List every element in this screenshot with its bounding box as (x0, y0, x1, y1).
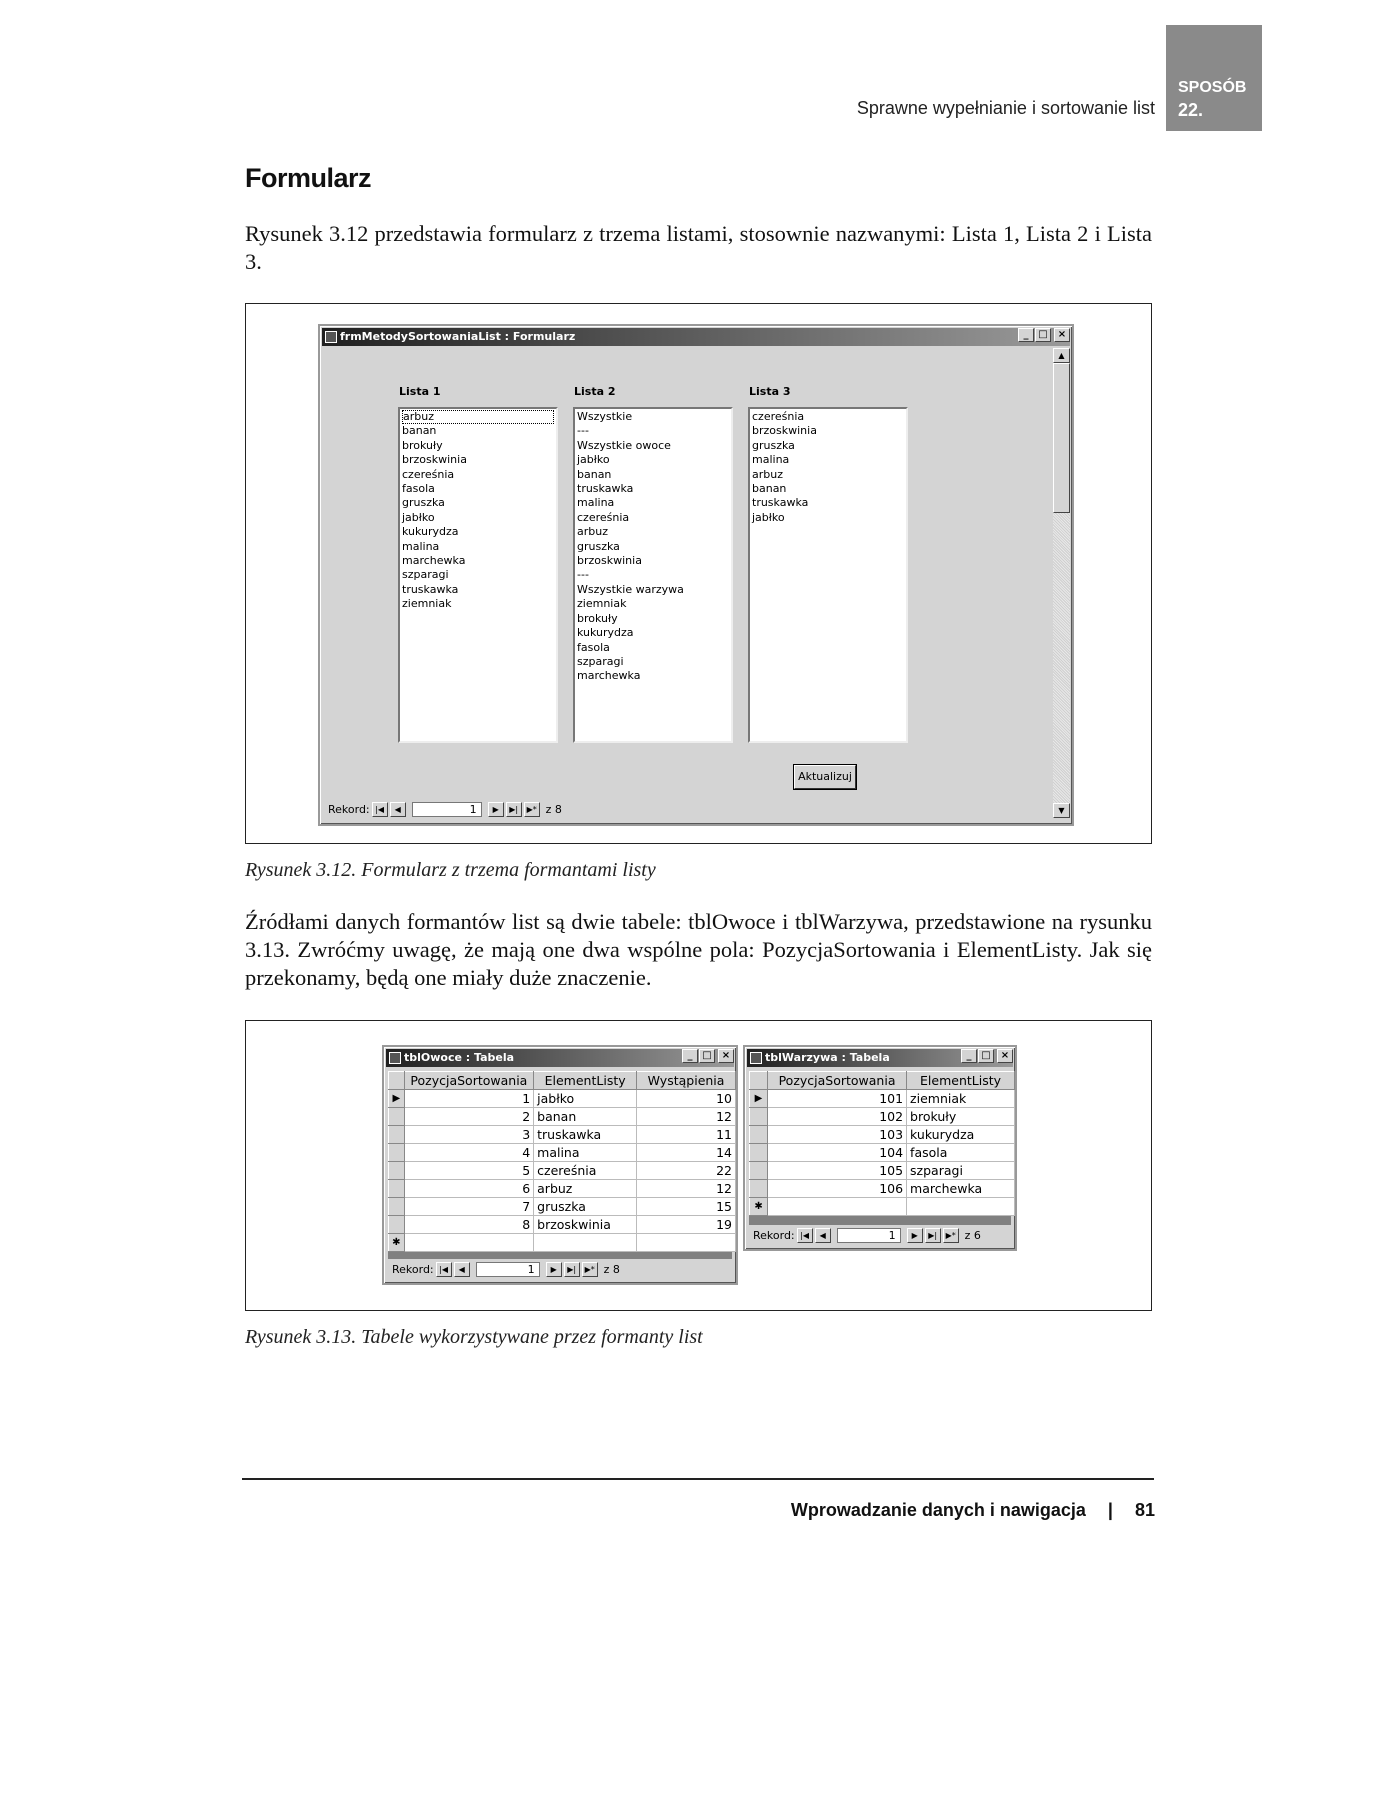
list-item[interactable]: --- (577, 424, 589, 438)
table-cell[interactable]: 3 (404, 1126, 534, 1144)
table-row[interactable] (389, 1198, 736, 1216)
row-selector[interactable] (389, 1162, 405, 1180)
table-cell[interactable]: truskawka (534, 1126, 637, 1144)
row-selector[interactable] (750, 1144, 768, 1162)
warzywa-datasheet (749, 1071, 1015, 1216)
paragraph-1: Rysunek 3.12 przedstawia formularz z trzema listami, stosownie nazwanymi: Lista 1, Lista 2 i Lista 3. (245, 221, 1152, 274)
table-cell[interactable]: 104 (768, 1144, 907, 1162)
badge-number: 22. (1178, 100, 1204, 120)
table-cell[interactable]: 4 (404, 1144, 534, 1162)
list3-listbox[interactable] (748, 407, 908, 743)
update-button[interactable]: Aktualizuj (794, 765, 856, 789)
prev-record-icon[interactable]: ◀ (390, 802, 406, 817)
list-item[interactable]: malina (577, 496, 615, 510)
list-item[interactable]: brzoskwinia (752, 424, 817, 438)
table-cell[interactable]: 14 (637, 1144, 736, 1162)
owoce-datasheet (388, 1071, 736, 1252)
next-record-icon[interactable]: ▶ (488, 802, 504, 817)
list-item[interactable]: czereśnia (402, 467, 455, 481)
table-cell[interactable]: 22 (637, 1162, 736, 1180)
row-selector[interactable] (750, 1108, 768, 1126)
close-icon[interactable]: × (1054, 328, 1070, 342)
scroll-down-icon[interactable]: ▼ (1053, 803, 1070, 818)
table-cell[interactable]: 102 (768, 1108, 907, 1126)
table-icon (389, 1052, 401, 1064)
last-record-icon[interactable]: ▶| (925, 1228, 941, 1243)
table-cell[interactable]: 103 (768, 1126, 907, 1144)
table-window-owoce (382, 1045, 738, 1285)
list-item[interactable]: brzoskwinia (577, 554, 642, 568)
table-cell[interactable] (907, 1198, 1015, 1216)
table-cell[interactable]: brokuły (907, 1108, 1015, 1126)
table-cell[interactable]: 11 (637, 1126, 736, 1144)
running-title: Sprawne wypełnianie i sortowanie list (856, 98, 1155, 118)
new-record-icon[interactable]: ▶* (943, 1228, 959, 1243)
prev-record-icon[interactable]: ◀ (454, 1262, 470, 1277)
list-item[interactable]: kukurydza (402, 525, 459, 539)
list-item[interactable]: malina (402, 539, 440, 553)
new-record-icon[interactable]: ▶* (582, 1262, 598, 1277)
paragraph-2: Źródłami danych formantów list są dwie tabele: tblOwoce i tblWarzywa, przedstawione na rysunku 3.13. Zwróćmy uwagę, że mają one dwa wspólne pola: PozycjaSortowania i ElementListy. Jak się przekonamy, będą one miały duże znaczenie. (245, 909, 1152, 990)
minimize-icon[interactable]: _ (961, 1049, 977, 1063)
new-row-icon[interactable]: ✱ (750, 1198, 768, 1216)
last-record-icon[interactable]: ▶| (564, 1262, 580, 1277)
table-row[interactable] (750, 1108, 1015, 1126)
list-item[interactable]: fasola (577, 640, 610, 654)
table-cell[interactable]: szparagi (907, 1162, 1015, 1180)
table-cell[interactable]: malina (534, 1144, 637, 1162)
table-cell[interactable]: banan (534, 1108, 637, 1126)
table-cell[interactable] (404, 1234, 534, 1252)
table-cell[interactable]: 6 (404, 1180, 534, 1198)
table-window-warzywa (743, 1045, 1017, 1251)
table-cell[interactable]: kukurydza (907, 1126, 1015, 1144)
new-record-icon[interactable]: ▶* (524, 802, 540, 817)
warzywa-title: tblWarzywa : Tabela (765, 1051, 890, 1064)
owoce-title: tblOwoce : Tabela (404, 1051, 515, 1064)
close-icon[interactable]: × (997, 1049, 1013, 1063)
list-item[interactable]: ziemniak (402, 597, 452, 611)
caption-3-13: Rysunek 3.13. Tabele wykorzystywane przez formanty list (245, 1326, 703, 1348)
list-item[interactable]: truskawka (752, 496, 809, 510)
figure-3-13 (245, 1020, 1152, 1311)
row-selector[interactable] (389, 1144, 405, 1162)
new-record-row[interactable] (750, 1198, 1015, 1216)
row-selector[interactable] (389, 1198, 405, 1216)
list-item[interactable]: arbuz (577, 525, 608, 539)
list-item[interactable]: banan (402, 424, 437, 438)
table-cell[interactable]: 12 (637, 1180, 736, 1198)
table-cell[interactable] (768, 1198, 907, 1216)
table-cell[interactable]: 5 (404, 1162, 534, 1180)
list-item[interactable]: truskawka (577, 482, 634, 496)
column-header[interactable]: ElementListy (534, 1072, 637, 1090)
current-row-icon[interactable]: ▶ (750, 1090, 768, 1108)
table-row[interactable] (750, 1162, 1015, 1180)
table-cell[interactable]: marchewka (907, 1180, 1015, 1198)
list-item[interactable]: brokuły (402, 438, 443, 452)
list-item[interactable]: ziemniak (577, 597, 627, 611)
first-record-icon[interactable]: |◀ (436, 1262, 452, 1277)
list-item[interactable]: jabłko (402, 510, 435, 524)
list-item[interactable]: fasola (402, 482, 435, 496)
next-record-icon[interactable]: ▶ (546, 1262, 562, 1277)
table-cell[interactable]: 101 (768, 1090, 907, 1108)
list-item[interactable]: jabłko (752, 510, 785, 524)
warzywa-record-navigator (753, 1228, 981, 1243)
record-count: z 8 (603, 1263, 620, 1276)
list-item[interactable]: jabłko (577, 453, 610, 467)
table-cell[interactable] (534, 1234, 637, 1252)
minimize-icon[interactable]: _ (1018, 328, 1034, 342)
table-cell[interactable]: 106 (768, 1180, 907, 1198)
list-item[interactable]: malina (752, 453, 790, 467)
form-icon (325, 331, 337, 343)
list-item[interactable]: czereśnia (577, 510, 630, 524)
list-item[interactable]: szparagi (402, 568, 449, 582)
page-number: 81 (1134, 1500, 1155, 1520)
row-selector[interactable] (750, 1180, 768, 1198)
vertical-scrollbar[interactable] (1053, 348, 1070, 818)
list-item[interactable]: arbuz (402, 410, 554, 424)
column-header[interactable]: PozycjaSortowania (404, 1072, 534, 1090)
table-cell[interactable]: gruszka (534, 1198, 637, 1216)
first-record-icon[interactable]: |◀ (372, 802, 388, 817)
list-item[interactable]: --- (577, 568, 589, 582)
row-selector[interactable] (750, 1162, 768, 1180)
row-selector[interactable] (389, 1108, 405, 1126)
list-item[interactable]: brokuły (577, 611, 618, 625)
record-label: Rekord: (392, 1263, 434, 1276)
badge-label: SPOSÓB (1178, 79, 1247, 96)
current-row-icon[interactable]: ▶ (389, 1090, 405, 1108)
row-selector-header[interactable] (389, 1072, 405, 1090)
list1-listbox[interactable] (398, 407, 558, 743)
list-item[interactable]: truskawka (402, 582, 459, 596)
table-cell[interactable]: 12 (637, 1108, 736, 1126)
column-header[interactable]: Wystąpienia (637, 1072, 736, 1090)
table-cell[interactable]: arbuz (534, 1180, 637, 1198)
maximize-icon[interactable]: □ (1035, 328, 1051, 342)
list-item[interactable]: czereśnia (752, 410, 805, 423)
caption-3-12: Rysunek 3.12. Formularz z trzema formantami listy (245, 859, 656, 881)
owoce-record-navigator (392, 1262, 620, 1277)
minimize-icon[interactable]: _ (682, 1049, 698, 1063)
maximize-icon[interactable]: □ (978, 1049, 994, 1063)
row-selector[interactable] (389, 1216, 405, 1234)
record-count: z 6 (964, 1229, 981, 1242)
table-row[interactable] (389, 1144, 736, 1162)
footer-separator: | (1107, 1500, 1113, 1520)
list-item[interactable]: kukurydza (577, 626, 634, 640)
table-cell[interactable]: ziemniak (907, 1090, 1015, 1108)
new-row-icon[interactable]: ✱ (389, 1234, 405, 1252)
list-item[interactable]: Wszystkie (577, 410, 633, 423)
table-icon (750, 1052, 762, 1064)
section-badge (1166, 25, 1262, 131)
scroll-thumb[interactable] (1053, 363, 1070, 513)
figure-3-12 (245, 303, 1152, 844)
table-cell[interactable] (637, 1234, 736, 1252)
next-record-icon[interactable]: ▶ (907, 1228, 923, 1243)
table-cell[interactable]: 8 (404, 1216, 534, 1234)
list2-listbox[interactable] (573, 407, 733, 743)
list-item[interactable]: marchewka (402, 554, 466, 568)
table-cell[interactable]: 105 (768, 1162, 907, 1180)
record-number-field[interactable]: 1 (837, 1228, 901, 1243)
table-row[interactable] (750, 1180, 1015, 1198)
table-row[interactable] (750, 1126, 1015, 1144)
table-cell[interactable]: fasola (907, 1144, 1015, 1162)
table-cell[interactable]: 15 (637, 1198, 736, 1216)
table-row[interactable] (389, 1108, 736, 1126)
list2-label: Lista 2 (574, 385, 616, 398)
table-row[interactable] (389, 1180, 736, 1198)
list1-label: Lista 1 (399, 385, 441, 398)
footer-chapter: Wprowadzanie danych i nawigacja (790, 1500, 1086, 1520)
last-record-icon[interactable]: ▶| (506, 802, 522, 817)
table-cell[interactable]: 1 (404, 1090, 534, 1108)
column-header[interactable]: PozycjaSortowania (768, 1072, 907, 1090)
list-item[interactable]: gruszka (402, 496, 445, 510)
table-row[interactable] (389, 1126, 736, 1144)
list-item[interactable]: Wszystkie owoce (577, 438, 671, 452)
section-title: Formularz (245, 163, 372, 193)
list-item[interactable]: szparagi (577, 654, 624, 668)
table-cell[interactable]: jabłko (534, 1090, 637, 1108)
new-record-row[interactable] (389, 1234, 736, 1252)
row-selector-header[interactable] (750, 1072, 768, 1090)
list-item[interactable]: banan (577, 467, 612, 481)
table-cell[interactable]: brzoskwinia (534, 1216, 637, 1234)
prev-record-icon[interactable]: ◀ (815, 1228, 831, 1243)
footer-rule (242, 1478, 1154, 1480)
record-number-field[interactable]: 1 (476, 1262, 540, 1277)
row-selector[interactable] (389, 1180, 405, 1198)
record-label: Rekord: (328, 803, 370, 816)
form-titlebar[interactable] (322, 328, 1070, 346)
record-navigator (328, 802, 562, 817)
table-row[interactable] (389, 1216, 736, 1234)
table-row[interactable] (750, 1090, 1015, 1108)
table-row[interactable] (389, 1162, 736, 1180)
record-label: Rekord: (753, 1229, 795, 1242)
table-cell[interactable]: 19 (637, 1216, 736, 1234)
table-row[interactable] (750, 1144, 1015, 1162)
row-selector[interactable] (750, 1126, 768, 1144)
list3-label: Lista 3 (749, 385, 791, 398)
close-icon[interactable]: × (718, 1049, 734, 1063)
list-item[interactable]: gruszka (752, 438, 795, 452)
maximize-icon[interactable]: □ (699, 1049, 715, 1063)
table-row[interactable] (389, 1090, 736, 1108)
list-item[interactable]: banan (752, 482, 787, 496)
list-item[interactable]: Wszystkie warzywa (577, 582, 684, 596)
table-cell[interactable]: czereśnia (534, 1162, 637, 1180)
list-item[interactable]: gruszka (577, 539, 620, 553)
first-record-icon[interactable]: |◀ (797, 1228, 813, 1243)
column-header[interactable]: ElementListy (907, 1072, 1015, 1090)
list-item[interactable]: marchewka (577, 669, 641, 683)
list-item[interactable]: brzoskwinia (402, 453, 467, 467)
table-cell[interactable]: 7 (404, 1198, 534, 1216)
form-window (318, 324, 1074, 826)
table-cell[interactable]: 2 (404, 1108, 534, 1126)
record-count: z 8 (545, 803, 562, 816)
list-item[interactable]: arbuz (752, 467, 783, 481)
form-title: frmMetodySortowaniaList : Formularz (340, 330, 576, 343)
row-selector[interactable] (389, 1126, 405, 1144)
page-footer (791, 1500, 1155, 1521)
scroll-up-icon[interactable]: ▲ (1053, 348, 1070, 363)
record-number-field[interactable]: 1 (412, 802, 482, 817)
table-cell[interactable]: 10 (637, 1090, 736, 1108)
